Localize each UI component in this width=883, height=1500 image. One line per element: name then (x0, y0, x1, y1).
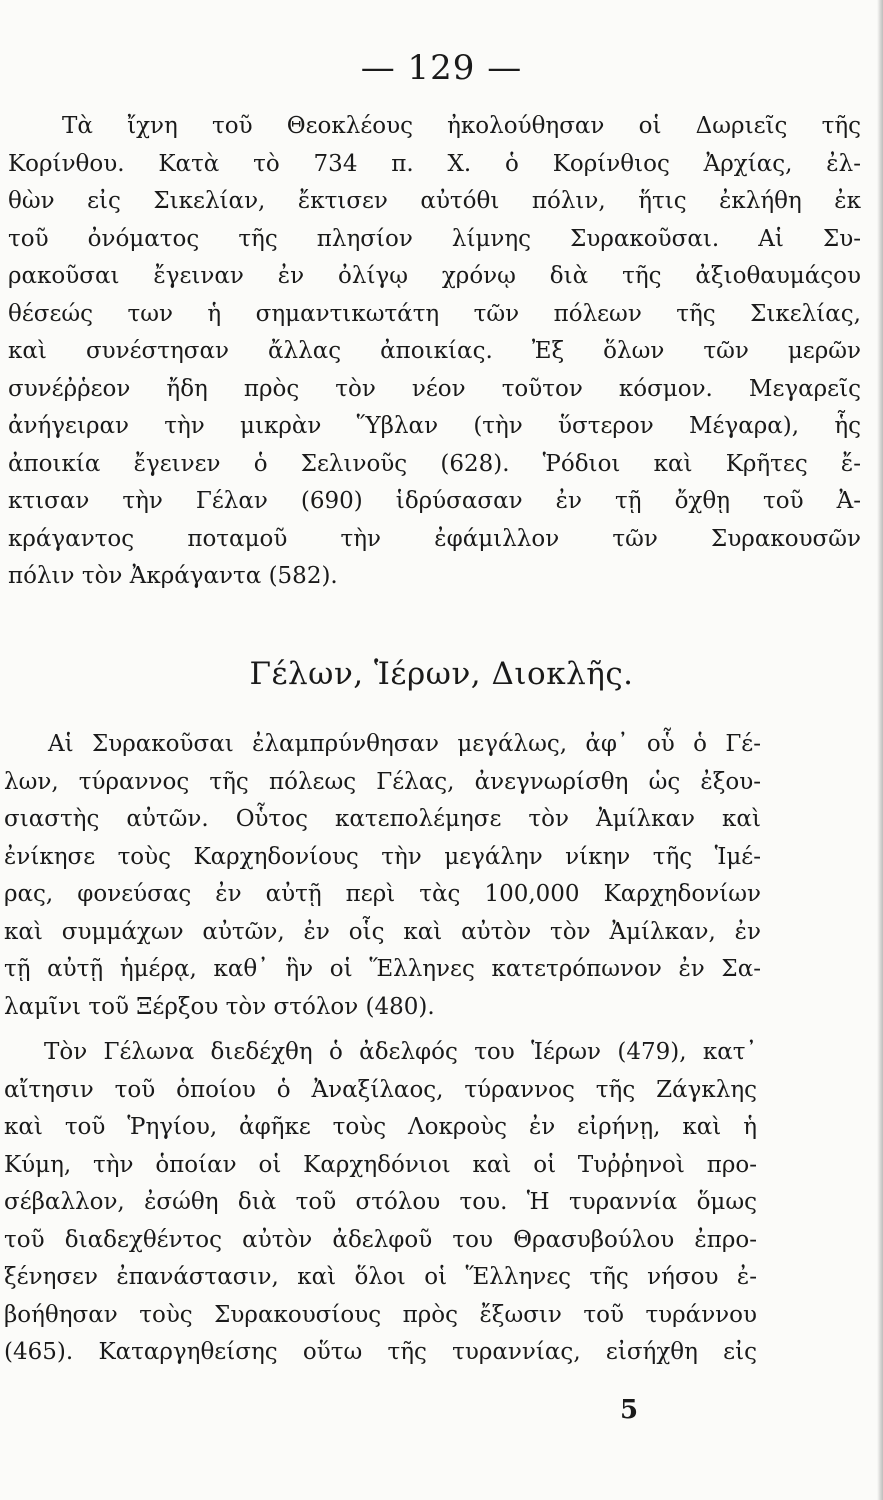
text-line: θὼν εἰς Σικελίαν, ἔκτισεν αὐτόθι πόλιν, ἥτις ἐκλήθη ἐκ (8, 188, 861, 214)
text-line: ρακοῦσαι ἔγειναν ἐν ὀλίγῳ χρόνῳ διὰ τῆς ἀξιοθαυμάςου (8, 263, 861, 289)
text-line: συνέῤῥεον ἤδη πρὸς τὸν νέον τοῦτον κόσμον. Μεγαρεῖς (8, 375, 861, 402)
text-line: βοήθησαν τοὺς Συρακουσίους πρὸς ἔξωσιν τοῦ τυράννου (4, 1301, 757, 1328)
text-line: αἴτησιν τοῦ ὁποίου ὁ Ἀναξίλαος, τύραννος τῆς Ζάγκλης (4, 1076, 757, 1103)
text-line: καὶ συμμάχων αὐτῶν, ἐν οἷς καὶ αὐτὸν τὸν Ἀμίλκαν, ἐν (4, 918, 761, 945)
text-line: Κύμη, τὴν ὁποίαν οἱ Καρχηδόνιοι καὶ οἱ Τυῤῥηνοὶ προ- (4, 1151, 757, 1178)
text-line: πόλιν τὸν Ἀκράγαντα (582). (8, 563, 338, 589)
text-line: τῇ αὐτῇ ἡμέρᾳ, καθ᾽ ἣν οἱ Ἕλληνες κατετρόπωνον ἐν Σα- (4, 956, 761, 982)
page-number: — 129 — (360, 48, 523, 88)
text-line: σέβαλλον, ἐσώθη διὰ τοῦ στόλου του. Ἡ τυραννία ὅμως (4, 1189, 757, 1215)
text-line: θέσεώς των ἡ σημαντικωτάτη τῶν πόλεων τῆς Σικελίας, (8, 300, 861, 327)
text-line: Τὰ ἴχνη τοῦ Θεοκλέους ἠκολούθησαν οἱ Δωριεῖς τῆς (62, 113, 861, 139)
text-line: Αἱ Συρακοῦσαι ἐλαμπρύνθησαν μεγάλως, ἀφ᾽ οὗ ὁ Γέ- (48, 731, 761, 757)
text-line: σιαστὴς αὐτῶν. Οὗτος κατεπολέμησε τὸν Ἀμίλκαν καὶ (4, 806, 761, 832)
text-line: κτισαν τὴν Γέλαν (690) ἱδρύσασαν ἐν τῇ ὄχθῃ τοῦ Ἀ- (8, 488, 861, 514)
text-line: ἐνίκησε τοὺς Καρχηδονίους τὴν μεγάλην νίκην τῆς Ἱμέ- (4, 843, 761, 870)
text-line: ἀποικία ἔγεινεν ὁ Σελινοῦς (628). Ῥόδιοι καὶ Κρῆτες ἔ- (8, 450, 861, 477)
page-edge-shadow (877, 0, 883, 1500)
text-line: ἀνήγειραν τὴν μικρὰν Ὕβλαν (τὴν ὕστερον Μέγαρα), ἧς (8, 413, 861, 439)
text-line: τοῦ διαδεχθέντος αὐτὸν ἀδελφοῦ του Θρασυβούλου ἐπρο- (4, 1226, 757, 1253)
signature-mark: 5 (620, 1395, 639, 1425)
text-line: λαμῖνι τοῦ Ξέρξου τὸν στόλον (480). (4, 993, 435, 1020)
text-line: Κορίνθου. Κατὰ τὸ 734 π. Χ. ὁ Κορίνθιος Ἀρχίας, ἐλ- (8, 150, 861, 177)
paragraph-1 (0, 108, 883, 596)
text-line: καὶ συνέστησαν ἄλλας ἀποικίας. Ἐξ ὅλων τῶν μερῶν (8, 338, 861, 364)
text-line: Τὸν Γέλωνα διεδέχθη ὁ ἀδελφός του Ἱέρων (479), κατ᾽ (44, 1039, 757, 1065)
section-heading: Γέλων, Ἱέρων, Διοκλῆς. (249, 656, 634, 692)
text-line: καὶ τοῦ Ῥηγίου, ἀφῆκε τοὺς Λοκροὺς ἐν εἰρήνῃ, καὶ ἡ (4, 1114, 757, 1140)
text-line: τοῦ ὀνόματος τῆς πλησίον λίμνης Συρακοῦσαι. Αἱ Συ- (8, 225, 861, 252)
text-line: λων, τύραννος τῆς πόλεως Γέλας, ἀνεγνωρίσθη ὡς ἐξου- (4, 768, 761, 795)
text-line: ξένησεν ἐπανάστασιν, καὶ ὅλοι οἱ Ἕλληνες τῆς νήσου ἐ- (4, 1264, 757, 1290)
paragraph-3 (0, 1034, 883, 1372)
text-line: κράγαντος ποταμοῦ τὴν ἐφάμιλλον τῶν Συρακουσῶν (8, 525, 861, 552)
text-line: (465). Καταργηθείσης οὕτω τῆς τυραννίας, εἰσήχθη εἰς (4, 1339, 757, 1365)
paragraph-2 (0, 726, 883, 1026)
text-line: ρας, φονεύσας ἐν αὐτῇ περὶ τὰς 100,000 Καρχηδονίων (4, 881, 761, 907)
